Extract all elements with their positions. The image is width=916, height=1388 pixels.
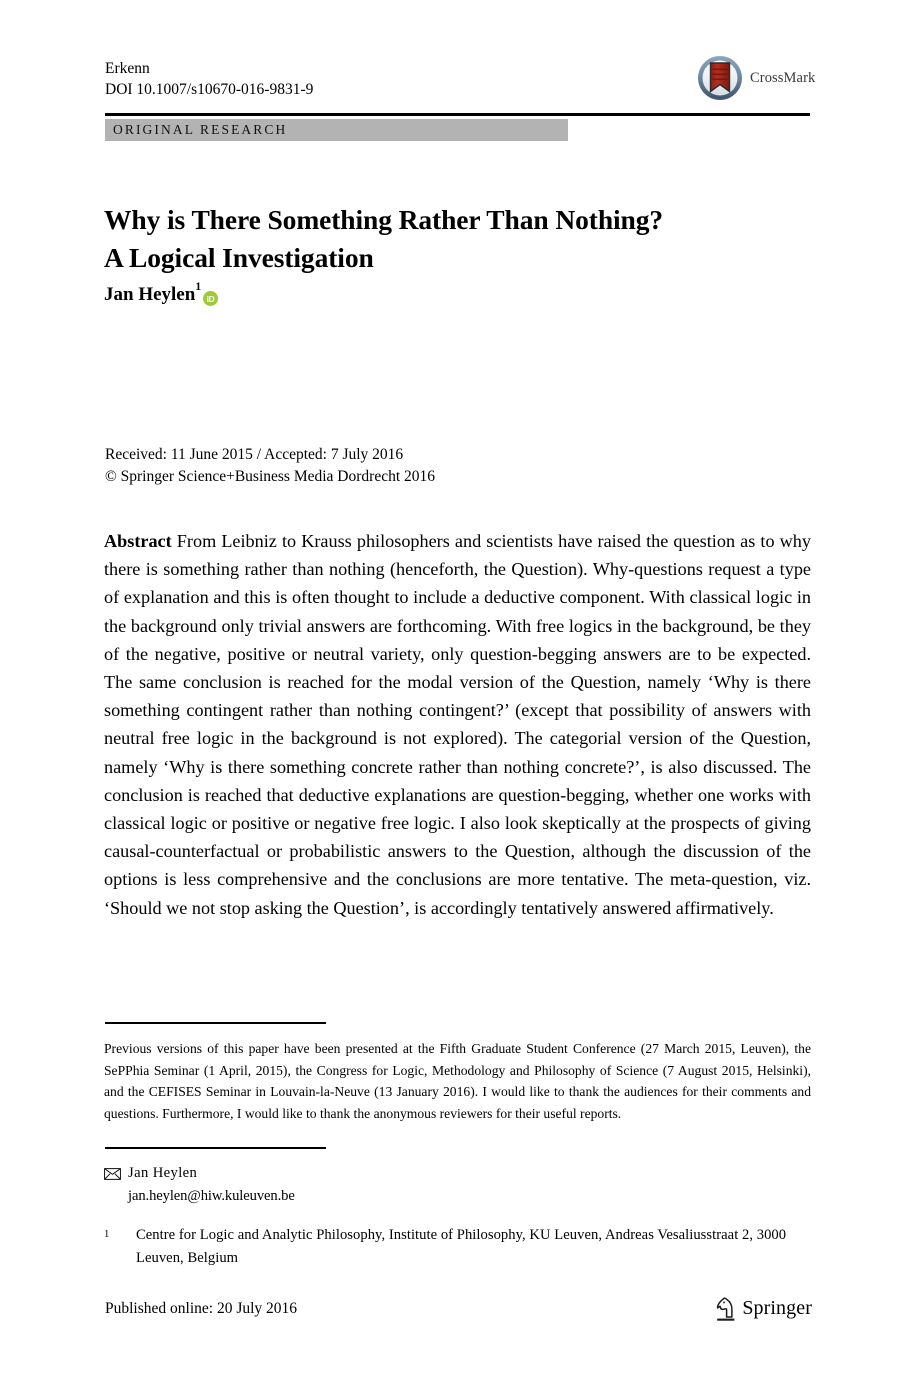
acknowledgement-footnote: Previous versions of this paper have been presented at the Fifth Graduate Student Conference (27 March 2015, Leuven), the SePPhia Seminar (1 April, 2015), the Congress for Logic, Methodology and Philosophy of Science (7 August 2015, Helsinki), and the CEFISES Seminar in Louvain-la-Neuve (13 January 2016). I would like to thank the audiences for their comments and questions. Furthermore, I would like to thank the anonymous reviewers for their useful reports. <box>104 1041 811 1121</box>
journal-header <box>105 58 313 100</box>
title-line-2: A Logical Investigation <box>104 242 374 274</box>
journal-doi: DOI 10.1007/s10670-016-9831-9 <box>105 81 314 98</box>
springer-knight-icon <box>715 1296 737 1323</box>
contact-name: Jan Heylen <box>128 1165 198 1181</box>
title-line-1: Why is There Something Rather Than Nothing? <box>104 204 664 236</box>
article-category-label: ORIGINAL RESEARCH <box>113 122 288 137</box>
orcid-icon-label: iD <box>206 293 215 304</box>
author-name: Jan Heylen <box>104 284 196 305</box>
springer-wordmark: Springer <box>742 1297 812 1319</box>
affiliation-marker: 1 <box>104 1229 110 1240</box>
contact-details <box>128 1162 811 1208</box>
springer-logo <box>715 1295 812 1322</box>
abstract-text: From Leibniz to Krauss philosophers and scientists have raised the question as to why there is something rather than nothing (henceforth, the Question). Why-questions request a type of explanation and this is often thought to include a deductive component. With classical logic in the background only trivial answers are forthcoming. With free logics in the background, be they of the negative, positive or neutral variety, only question-begging answers are to be expected. The same conclusion is reached for the modal version of the Question, namely ‘Why is there something contingent rather than nothing contingent?’ (except that possibility of answers with neutral free logic in the background is not explored). The categorial version of the Question, namely ‘Why is there something concrete rather than nothing concrete?’, is also discussed. The conclusion is reached that deductive explanations are question-begging, whether one works with classical logic or positive or negative free logic. I also look skeptically at the prospects of giving causal-counterfactual or probabilistic answers to the Question, although the discussion of the options is less comprehensive and the conclusions are more tentative. The meta-question, viz. ‘Should we not stop asking the Question’, is accordingly tentatively answered affirmatively. <box>104 531 811 918</box>
page-title <box>104 201 816 277</box>
abstract-label: Abstract <box>104 531 172 551</box>
journal-name: Erkenn <box>105 60 150 77</box>
corresponding-author-block <box>104 1162 811 1208</box>
envelope-icon <box>104 1165 128 1188</box>
footnote-divider-bottom <box>105 1147 326 1149</box>
header-divider <box>105 113 810 116</box>
contact-email[interactable]: jan.heylen@hiw.kuleuven.be <box>128 1188 295 1204</box>
received-accepted-line: Received: 11 June 2015 / Accepted: 7 July 2016 <box>105 446 404 463</box>
crossmark-label: CrossMark <box>750 69 816 86</box>
contact-row <box>104 1162 811 1208</box>
affiliation-text: Centre for Logic and Analytic Philosophy, Institute of Philosophy, KU Leuven, Andreas Vesaliusstraat 2, 3000 Leuven, Belgium <box>136 1227 787 1266</box>
author-byline <box>104 281 218 306</box>
article-category-banner <box>105 119 568 141</box>
author-affiliation-marker: 1 <box>195 281 202 293</box>
copyright-line: © Springer Science+Business Media Dordrecht 2016 <box>105 467 436 485</box>
orcid-icon[interactable] <box>203 291 218 306</box>
crossmark-badge-icon <box>697 55 743 101</box>
crossmark-badge[interactable] <box>697 52 837 104</box>
footnote-divider-top <box>105 1022 326 1024</box>
published-online-date: Published online: 20 July 2016 <box>105 1300 298 1317</box>
publication-dates <box>105 444 435 487</box>
affiliation-block <box>104 1224 811 1270</box>
abstract-section <box>104 527 811 922</box>
